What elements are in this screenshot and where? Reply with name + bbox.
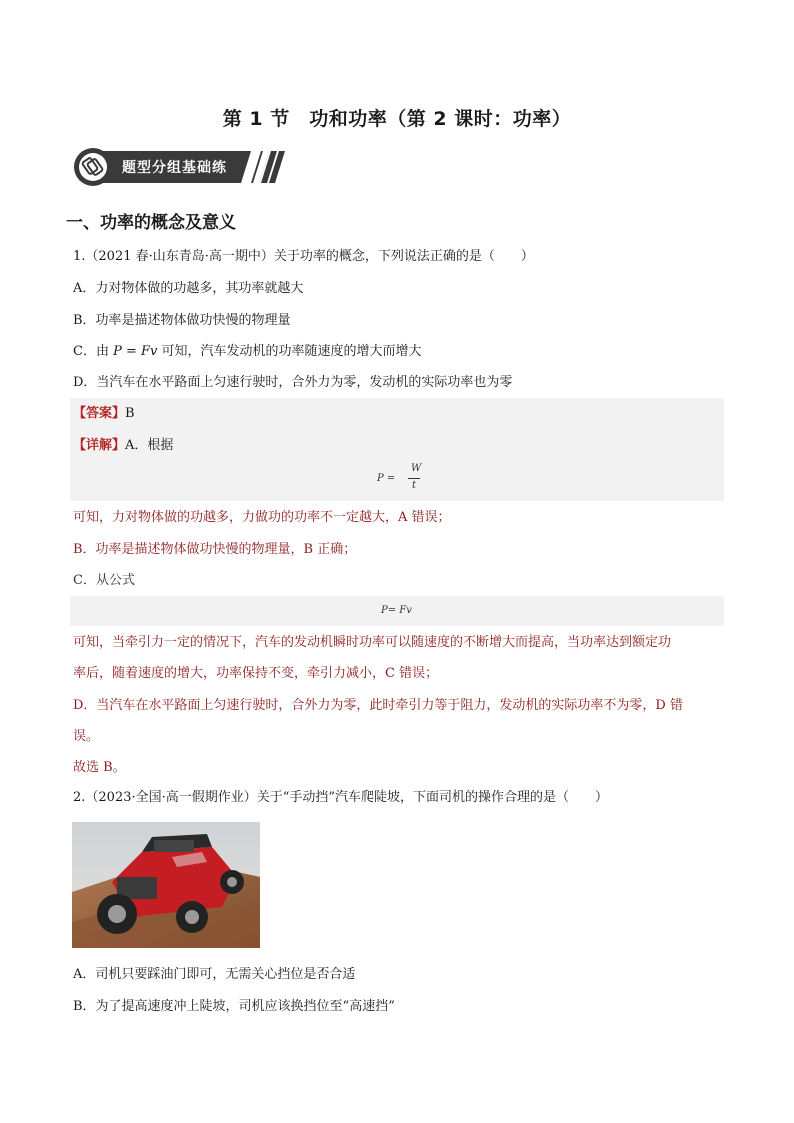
q2-option-a: A．司机只要踩油门即可，无需关心挡位是否合适 [73, 967, 356, 982]
fraction-formula [377, 463, 437, 497]
detail-text: A．根据 [125, 438, 174, 453]
q2-option-b: B．为了提高速度冲上陡坡，司机应该换挡位至“高速挡” [73, 999, 395, 1014]
page-title: 第 1 节 功和功率（第 2 课时：功率） [222, 108, 572, 130]
section-heading: 一、功率的概念及意义 [66, 213, 236, 233]
q1-option-b: B．功率是描述物体做功快慢的物理量 [73, 313, 291, 328]
jeep-on-slope-image [72, 822, 260, 948]
q1-stem: 1.（2021 春·山东青岛·高一期中）关于功率的概念，下列说法正确的是（ ） [73, 249, 534, 264]
frac-bar [408, 478, 420, 479]
option-c-formula: P = Fv [113, 344, 158, 359]
q1-option-a: A．力对物体做的功越多，其功率就越大 [73, 281, 304, 296]
q2-stem: 2.（2023·全国·高一假期作业）关于“手动挡”汽车爬陡坡，下面司机的操作合理的是（ ） [73, 790, 609, 805]
frac-lhs: P = [377, 473, 396, 484]
explanation-d-line1: D．当汽车在水平路面上匀速行驶时，合外力为零，此时牵引力等于阻力，发动机的实际功率不为零，D 错 [73, 698, 683, 713]
explanation-a: 可知，力对物体做的功越多，力做功的功率不一定越大，A 错误； [73, 510, 451, 525]
option-c-prefix: C．由 [73, 344, 114, 359]
detail-tag: 【详解】 [73, 438, 126, 453]
explanation-c: C．从公式 [73, 573, 135, 588]
explanation-c2-line2: 率后，随着速度的增大，功率保持不变，牵引力减小，C 错误； [73, 666, 439, 681]
frac-numerator: W [411, 463, 422, 474]
explanation-b: B．功率是描述物体做功快慢的物理量，B 正确； [73, 542, 357, 557]
frac-denominator: t [412, 480, 417, 491]
answer-line [73, 404, 135, 424]
explanation-d-line2: 误。 [73, 729, 100, 744]
banner-label: 题型分组基础练 [122, 160, 227, 176]
conclusion: 故选 B。 [73, 760, 126, 775]
answer-tag: 【答案】 [73, 406, 126, 421]
q1-option-d: D．当汽车在水平路面上匀速行驶时，合外力为零，发动机的实际功率也为零 [73, 375, 513, 390]
formula-pfv: P= Fv [381, 605, 412, 616]
answer-value: B [125, 406, 135, 421]
q1-option-c [73, 342, 422, 362]
explanation-c2-line1: 可知，当牵引力一定的情况下，汽车的发动机瞬时功率可以随速度的不断增大而提高，当功率达到额定功 [73, 635, 672, 650]
option-c-suffix: 可知，汽车发动机的功率随速度的增大而增大 [157, 344, 422, 359]
detail-line [73, 436, 173, 456]
